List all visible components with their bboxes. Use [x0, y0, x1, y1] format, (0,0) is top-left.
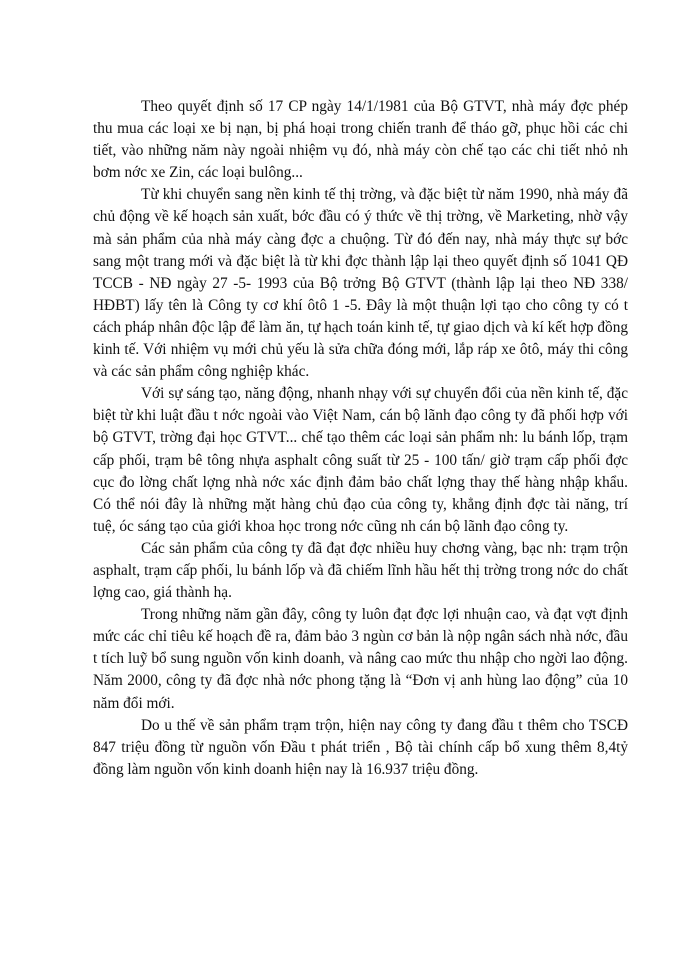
paragraph-5: Trong những năm gần đây, công ty luôn đạt đợc lợi nhuận cao, và đạt vợt định mức các chỉ tiêu kế hoạch đề ra, đảm bảo 3 ngùn cơ bản là nộp ngân sách nhà nớc, đầu t tích luỹ bổ sung nguồn vốn kinh doanh, và nâng cao mức thu nhập cho ngời lao động. Năm 2000, công ty đã đợc nhà nớc phong tặng là “Đơn vị anh hùng lao động” của 10 năm đổi mới. — [93, 606, 628, 712]
paragraph-2: Từ khi chuyển sang nền kinh tế thị trờng, và đặc biệt từ năm 1990, nhà máy đã chủ động về kế hoạch sản xuất, bớc đầu có ý thức về thị trờng, về Marketing, nhờ vậy mà sản phẩm của nhà máy càng đợc a chuộng. Từ đó đến nay, nhà máy thực sự bớc sang một trang mới và đặc biệt là từ khi đợc thành lập lại theo quyết định số 1041 QĐ TCCB - NĐ ngày 27 -5- 1993 của Bộ trởng Bộ GTVT (thành lập lại theo NĐ 338/ HĐBT) lấy tên là Công ty cơ khí ôtô 1 -5. Đây là một thuận lợi tạo cho công ty có t cách pháp nhân độc lập để làm ăn, tự hạch toán kinh tế, tự giao dịch và kí kết hợp đồng kinh tế. Với nhiệm vụ mới chủ yếu là sửa chữa đóng mới, lắp ráp xe ôtô, máy thi công và các sản phẩm công nghiệp khác. — [93, 186, 628, 381]
paragraph-6: Do u thế về sản phẩm trạm trộn, hiện nay công ty đang đầu t thêm cho TSCĐ 847 triệu đồng từ nguồn vốn Đầu t phát triển , Bộ tài chính cấp bổ xung thêm 8,4tỷ đồng làm nguồn vốn kinh doanh hiện nay là 16.937 triệu đồng. — [93, 716, 628, 778]
document-page — [93, 96, 628, 781]
paragraph-1: Theo quyết định số 17 CP ngày 14/1/1981 của Bộ GTVT, nhà máy đợc phép thu mua các loại xe bị nạn, bị phá hoại trong chiến tranh để tháo gỡ, phục hồi các chi tiết, vào những năm này ngoài nhiệm vụ đó, nhà máy còn chế tạo các chi tiết nhỏ nh bơm nớc xe Zin, các loại bulông... — [93, 98, 628, 182]
paragraph-3: Với sự sáng tạo, năng động, nhanh nhạy với sự chuyển đổi của nền kinh tế, đặc biệt từ khi luật đầu t nớc ngoài vào Việt Nam, cán bộ lãnh đạo công ty đã phối hợp với bộ GTVT, trờng đại học GTVT... chế tạo thêm các loại sản phẩm nh: lu bánh lốp, trạm cấp phối, trạm bê tông nhựa asphalt công suất từ 25 - 100 tấn/ giờ trạm cấp phối đợc cục đo lờng chất lợng nhà nớc xác định đảm bảo chất lợng thay thế hàng nhập khẩu. Có thể nói đây là những mặt hàng chủ đạo của công ty, khẳng định đợc tài năng, trí tuệ, óc sáng tạo của giới khoa học trong nớc cũng nh cán bộ lãnh đạo công ty. — [93, 385, 628, 535]
paragraph-4: Các sản phẩm của công ty đã đạt đợc nhiều huy chơng vàng, bạc nh: trạm trộn asphalt, trạm cấp phối, lu bánh lốp và đã chiếm lĩnh hầu hết thị trờng trong nớc do chất lợng cao, giá thành hạ. — [93, 539, 628, 602]
